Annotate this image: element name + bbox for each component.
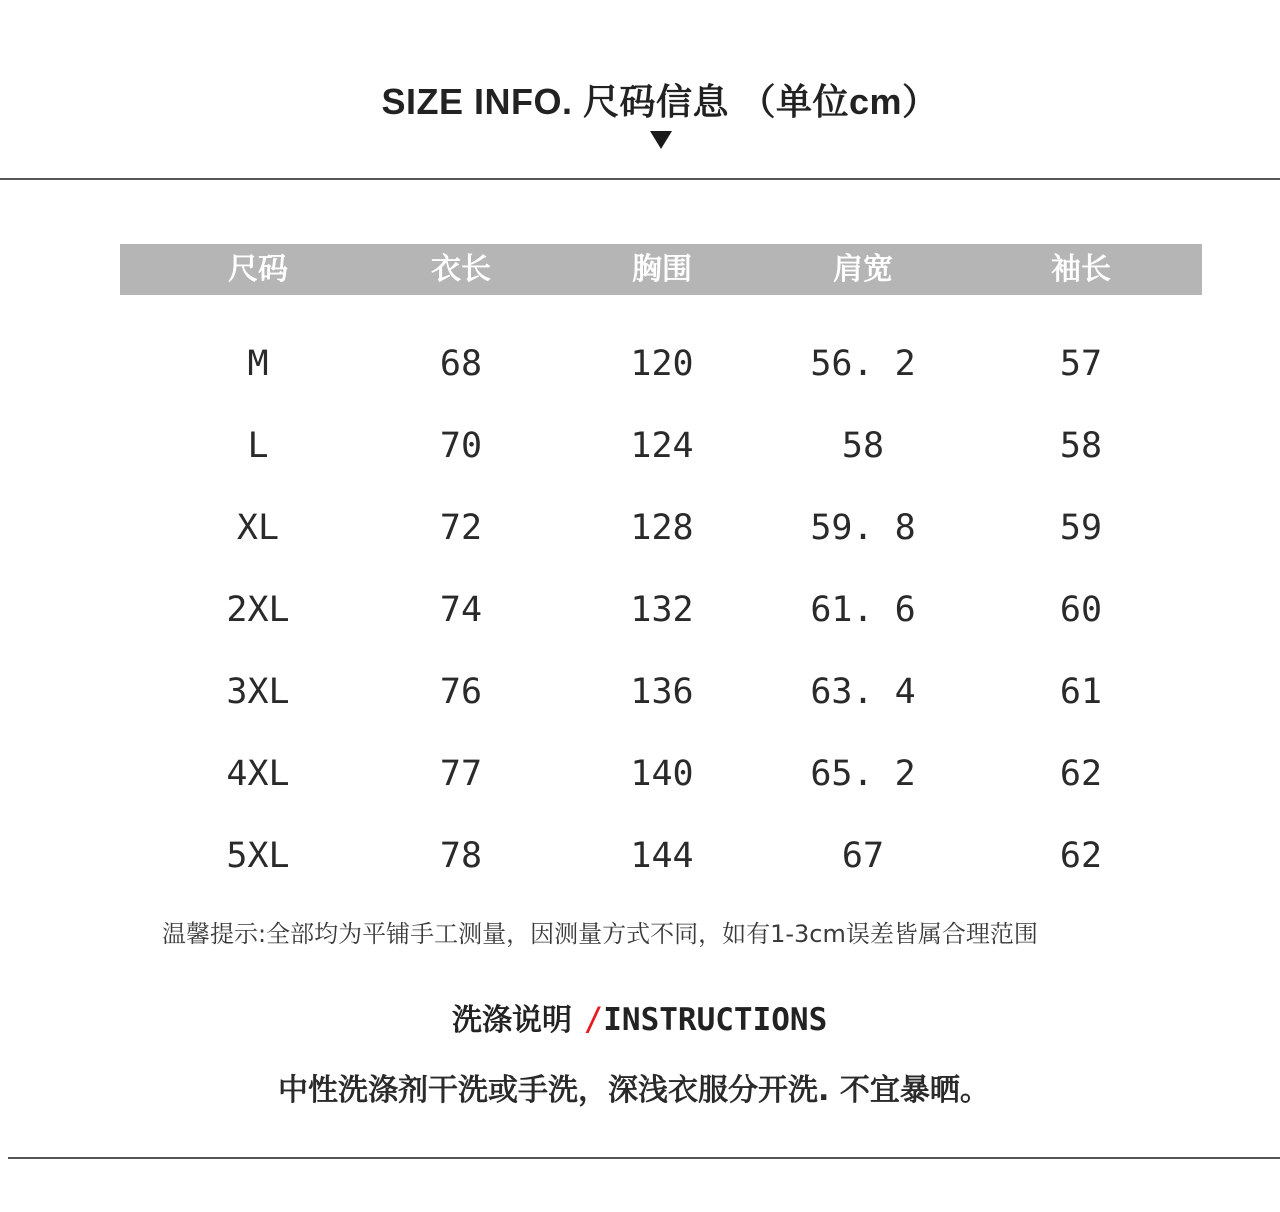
sleeve-cell: 57 — [1059, 344, 1103, 384]
washing-instructions-heading — [452, 995, 827, 1039]
sleeve-cell: 62 — [1059, 836, 1103, 876]
washing-title-en: INSTRUCTIONS — [603, 1002, 828, 1038]
washing-title-cn: 洗涤说明 — [452, 1003, 572, 1038]
length-cell: 72 — [439, 508, 483, 548]
sleeve-cell: 61 — [1059, 672, 1103, 712]
table-row — [120, 826, 1202, 886]
sleeve-cell: 58 — [1059, 426, 1103, 466]
measurement-note: 温馨提示:全部均为平铺手工测量，因测量方式不同，如有1-3cm误差皆属合理范围 — [162, 920, 1038, 948]
sleeve-cell: 62 — [1059, 754, 1103, 794]
column-header-shoulder: 肩宽 — [833, 252, 893, 287]
size-cell: M — [247, 344, 269, 384]
shoulder-cell: 67 — [841, 836, 885, 876]
chest-cell: 140 — [630, 754, 694, 794]
size-cell: 4XL — [226, 754, 290, 794]
chest-cell: 144 — [630, 836, 694, 876]
size-cell: XL — [236, 508, 280, 548]
chest-cell: 136 — [630, 672, 694, 712]
shoulder-cell: 56. 2 — [810, 344, 916, 384]
length-cell: 77 — [439, 754, 483, 794]
table-row — [120, 416, 1202, 476]
column-header-length: 衣长 — [431, 252, 491, 287]
chest-cell: 120 — [630, 344, 694, 384]
length-cell: 70 — [439, 426, 483, 466]
shoulder-cell: 58 — [841, 426, 885, 466]
length-cell: 78 — [439, 836, 483, 876]
column-header-size: 尺码 — [228, 252, 288, 287]
table-row — [120, 580, 1202, 640]
triangle-down-icon — [650, 131, 672, 149]
chest-cell: 128 — [630, 508, 694, 548]
sleeve-cell: 59 — [1059, 508, 1103, 548]
heading-slash: / — [584, 1000, 604, 1038]
chest-cell: 132 — [630, 590, 694, 630]
column-header-chest: 胸围 — [632, 252, 692, 287]
table-row — [120, 498, 1202, 558]
size-cell: L — [247, 426, 269, 466]
top-divider — [0, 178, 1280, 180]
column-header-sleeve: 袖长 — [1051, 252, 1111, 287]
shoulder-cell: 61. 6 — [810, 590, 916, 630]
size-table — [120, 244, 1202, 876]
length-cell: 76 — [439, 672, 483, 712]
length-cell: 68 — [439, 344, 483, 384]
size-cell: 2XL — [226, 590, 290, 630]
table-header — [120, 244, 1202, 295]
table-row — [120, 662, 1202, 722]
page-title: SIZE INFO. 尺码信息 （单位cm） — [381, 81, 939, 122]
length-cell: 74 — [439, 590, 483, 630]
shoulder-cell: 63. 4 — [810, 672, 916, 712]
size-cell: 3XL — [226, 672, 290, 712]
table-row — [120, 334, 1202, 394]
bottom-divider — [8, 1157, 1280, 1159]
size-cell: 5XL — [226, 836, 290, 876]
chest-cell: 124 — [630, 426, 694, 466]
sleeve-cell: 60 — [1059, 590, 1103, 630]
shoulder-cell: 59. 8 — [810, 508, 916, 548]
washing-instructions-text: 中性洗涤剂干洗或手洗，深浅衣服分开洗. 不宜暴晒。 — [278, 1073, 990, 1108]
shoulder-cell: 65. 2 — [810, 754, 916, 794]
table-row — [120, 744, 1202, 804]
